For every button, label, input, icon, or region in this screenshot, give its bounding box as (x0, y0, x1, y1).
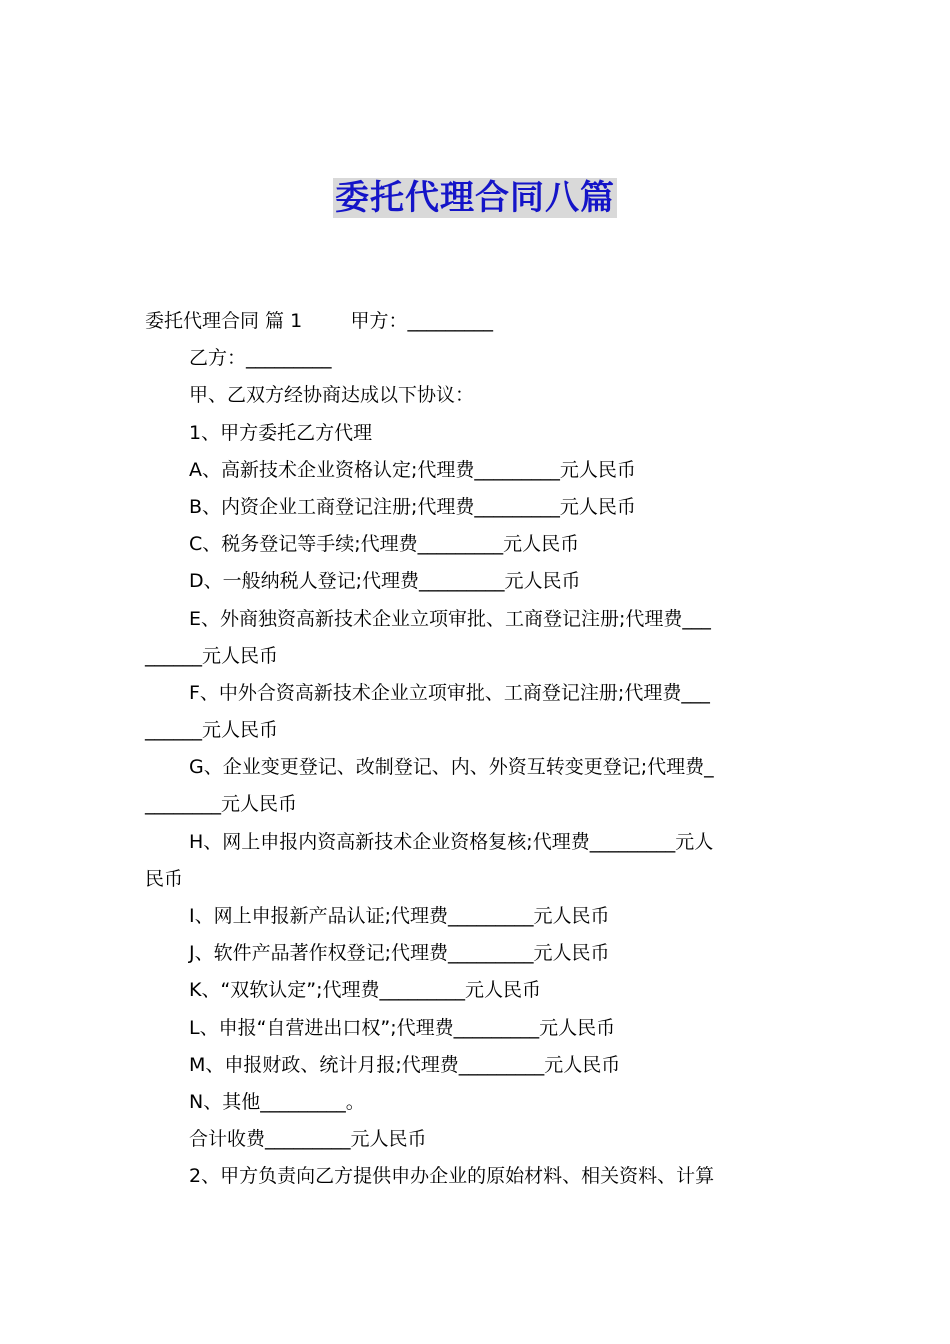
document-line: F、中外合资高新技术企业立项审批、工商登记注册;代理费___ (189, 681, 710, 704)
document-line: K、“双软认定”;代理费_________元人民币 (189, 979, 542, 1002)
document-line: 甲、乙双方经协商达成以下协议： (189, 384, 475, 407)
document-line: 民币 (145, 867, 184, 890)
document-body (145, 303, 807, 1196)
document-line: ______元人民币 (145, 644, 279, 667)
document-line: L、申报“自营进出口权”;代理费_________元人民币 (189, 1016, 616, 1039)
document-line: 1、甲方委托乙方代理 (189, 421, 373, 444)
document-line: 合计收费_________元人民币 (189, 1128, 427, 1151)
document-line: H、网上申报内资高新技术企业资格复核;代理费_________元人 (189, 830, 714, 853)
document-line: ________元人民币 (145, 793, 298, 816)
document-line: J、软件产品著作权登记;代理费_________元人民币 (189, 942, 610, 965)
document-line: D、一般纳税人登记;代理费_________元人民币 (189, 570, 581, 593)
document-line: A、高新技术企业资格认定;代理费_________元人民币 (189, 458, 636, 481)
document-line: 2、甲方负责向乙方提供申办企业的原始材料、相关资料、计算 (189, 1165, 715, 1188)
document-line: G、企业变更登记、改制登记、内、外资互转变更登记;代理费_ (189, 756, 714, 779)
document-line: ______元人民币 (145, 719, 279, 742)
document-title: 委托代理合同八篇 (335, 178, 615, 218)
document-line: E、外商独资高新技术企业立项审批、工商登记注册;代理费___ (189, 607, 711, 630)
document-line: 乙方：_________ (189, 347, 332, 370)
document-line: C、税务登记等手续;代理费_________元人民币 (189, 533, 580, 556)
document-line: 委托代理合同 篇 1 甲方：_________ (145, 310, 493, 332)
document-line: N、其他_________。 (189, 1090, 365, 1113)
document-line: I、网上申报新产品认证;代理费_________元人民币 (189, 905, 610, 927)
title-container (0, 178, 950, 218)
document-line: B、内资企业工商登记注册;代理费_________元人民币 (189, 495, 636, 518)
document-line: M、申报财政、统计月报;代理费_________元人民币 (189, 1053, 621, 1076)
